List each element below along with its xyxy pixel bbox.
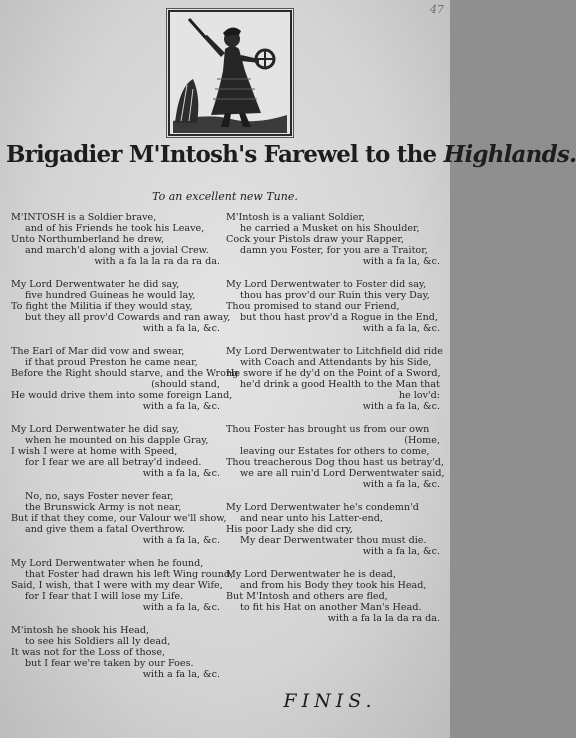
verse-line: M'intosh he shook his Head, (11, 625, 150, 637)
verse-line: My Lord Derwentwater when he found, (11, 558, 204, 570)
woodcut-illustration (166, 8, 294, 138)
verse-line: Thou Foster has brought us from our own (226, 424, 430, 435)
verse-line: to fit his Hat on another Man's Head. (240, 601, 422, 613)
verse-line: for I fear that I will lose my Life. (25, 590, 184, 602)
refrain-line: with a fa la, &c. (362, 400, 440, 412)
refrain-line: with a fa la, &c. (362, 322, 440, 334)
refrain-line: with a fa la, &c. (142, 601, 220, 613)
verse-line: My Lord Derwentwater he is dead, (226, 568, 396, 580)
verse-line: and near unto his Latter-end, (240, 512, 383, 524)
verse-line: and from his Body they took his Head, (240, 579, 427, 591)
verse-line: he lov'd: (398, 389, 440, 401)
verse-line: for I fear we are all betray'd indeed. (25, 456, 202, 468)
verse-line: My Lord Derwentwater to Litchfield did ride (226, 346, 443, 358)
woodcut-figure-image (167, 9, 293, 137)
verse-line: I wish I were at home with Speed, (11, 445, 178, 457)
right-column (226, 213, 444, 637)
refrain-line: with a fa la, &c. (142, 400, 220, 412)
stanza-left-5 (11, 491, 227, 547)
stanza-left-6 (11, 558, 234, 614)
refrain-line: with a fa la, &c. (142, 467, 220, 479)
refrain-line: with a fa la, &c. (362, 545, 440, 557)
verse-line: Unto Northumberland he drew, (11, 233, 165, 245)
stanza-right-1 (226, 213, 444, 268)
stanza-left-4 (11, 425, 224, 480)
left-column (11, 212, 239, 693)
verse-line: But if that they come, our Valour we'll show, (11, 512, 227, 524)
verse-line: but I fear we're taken by our Foes. (25, 657, 194, 669)
verse-line: But M'Intosh and others are fled, (226, 590, 388, 602)
verse-line: that Foster had drawn his left Wing round, (25, 568, 234, 580)
broadside-title (6, 141, 576, 168)
verse-line: damn you Foster, for you are a Traitor, (240, 244, 428, 256)
title-main: Brigadier M'Intosh's Farewel to the (6, 141, 444, 168)
verse-line: when he mounted on his dapple Gray, (25, 434, 209, 446)
verse-line: with Coach and Attendants by his Side, (240, 356, 432, 368)
verse-line: Thou promised to stand our Friend, (226, 300, 400, 312)
verse-line: (Home, (404, 434, 440, 446)
verse-line: Said, I wish, that I were with my dear Wife, (11, 579, 223, 591)
verse-line: we are all ruin'd Lord Derwentwater said, (240, 467, 445, 479)
verse-line: My Lord Derwentwater he did say, (11, 279, 180, 291)
verse-line: the Brunswick Army is not near, (25, 501, 182, 513)
verse-line: he'd drink a good Health to the Man that (240, 378, 440, 390)
verse-line: He swore if he dy'd on the Point of a Sword, (226, 367, 441, 379)
verse-line: five hundred Guineas he would lay, (25, 289, 196, 301)
refrain-line: with a fa la, &c. (142, 534, 220, 546)
refrain-line: with a fa la la da ra da. (327, 612, 440, 624)
verse-line: He would drive them into some foreign Land, (11, 389, 233, 401)
refrain-line: with a fa la la ra da ra da. (94, 255, 220, 267)
verse-line: Thou treacherous Dog thou hast us betray'd, (226, 456, 444, 468)
refrain-line: with a fa la, &c. (142, 322, 220, 334)
verse-line: and of his Friends he took his Leave, (25, 222, 205, 234)
verse-line: My Lord Derwentwater he's condemn'd (226, 501, 419, 513)
verse-line: No, no, says Foster never fear, (25, 491, 174, 503)
stanza-left-2 (11, 279, 231, 335)
title-highlands: Highlands. (443, 141, 576, 168)
verse-line: and give them a fatal Overthrow. (25, 523, 186, 535)
tune-line: To an excellent new Tune. (152, 190, 298, 203)
verse-line: leaving our Estates for others to come, (240, 445, 430, 457)
stanza-right-4 (226, 425, 444, 490)
refrain-line: with a fa la, &c. (142, 668, 220, 680)
stanza-right-3 (226, 347, 444, 412)
verse-line: if that proud Preston he came near, (25, 356, 198, 368)
verse-line: Before the Right should starve, and the Wrong (11, 367, 239, 379)
verse-line: My Lord Derwentwater to Foster did say, (226, 279, 427, 291)
verse-line: My Lord Derwentwater he did say, (11, 424, 180, 435)
stanza-right-5 (226, 503, 444, 558)
refrain-line: with a fa la, &c. (362, 255, 440, 267)
stanza-left-7 (11, 626, 224, 681)
verse-line: M'Intosh is a valiant Soldier, (226, 212, 365, 223)
verse-line: thou has prov'd our Ruin this very Day, (240, 289, 430, 301)
verse-line: The Earl of Mar did vow and swear, (11, 346, 185, 358)
verse-line: My dear Derwentwater thou must die. (240, 534, 427, 546)
stanza-left-3 (11, 346, 239, 412)
page-number: 47 (430, 3, 444, 16)
verse-line: His poor Lady she did cry, (226, 523, 353, 535)
verse-line: and march'd along with a jovial Crew. (25, 244, 209, 256)
stanza-right-6 (226, 570, 444, 625)
finis-label: FINIS. (283, 690, 377, 712)
stanza-left-1 (11, 213, 224, 268)
verse-line: It was not for the Loss of those, (11, 646, 166, 658)
verse-line: Cock your Pistols draw your Rapper, (226, 233, 404, 245)
verse-line: (should stand, (151, 378, 220, 390)
verse-line: to see his Soldiers all ly dead, (25, 636, 171, 647)
verse-line: M'INTOSH is a Soldier brave, (11, 212, 157, 223)
refrain-line: with a fa la, &c. (362, 478, 440, 490)
stanza-right-2 (226, 280, 444, 335)
verse-line: To fight the Militia if they would stay, (11, 300, 193, 312)
verse-line: but thou hast prov'd a Rogue in the End, (240, 311, 438, 323)
verse-line: he carried a Musket on his Shoulder, (240, 222, 420, 234)
verse-line: but they all prov'd Cowards and ran away, (25, 311, 231, 323)
